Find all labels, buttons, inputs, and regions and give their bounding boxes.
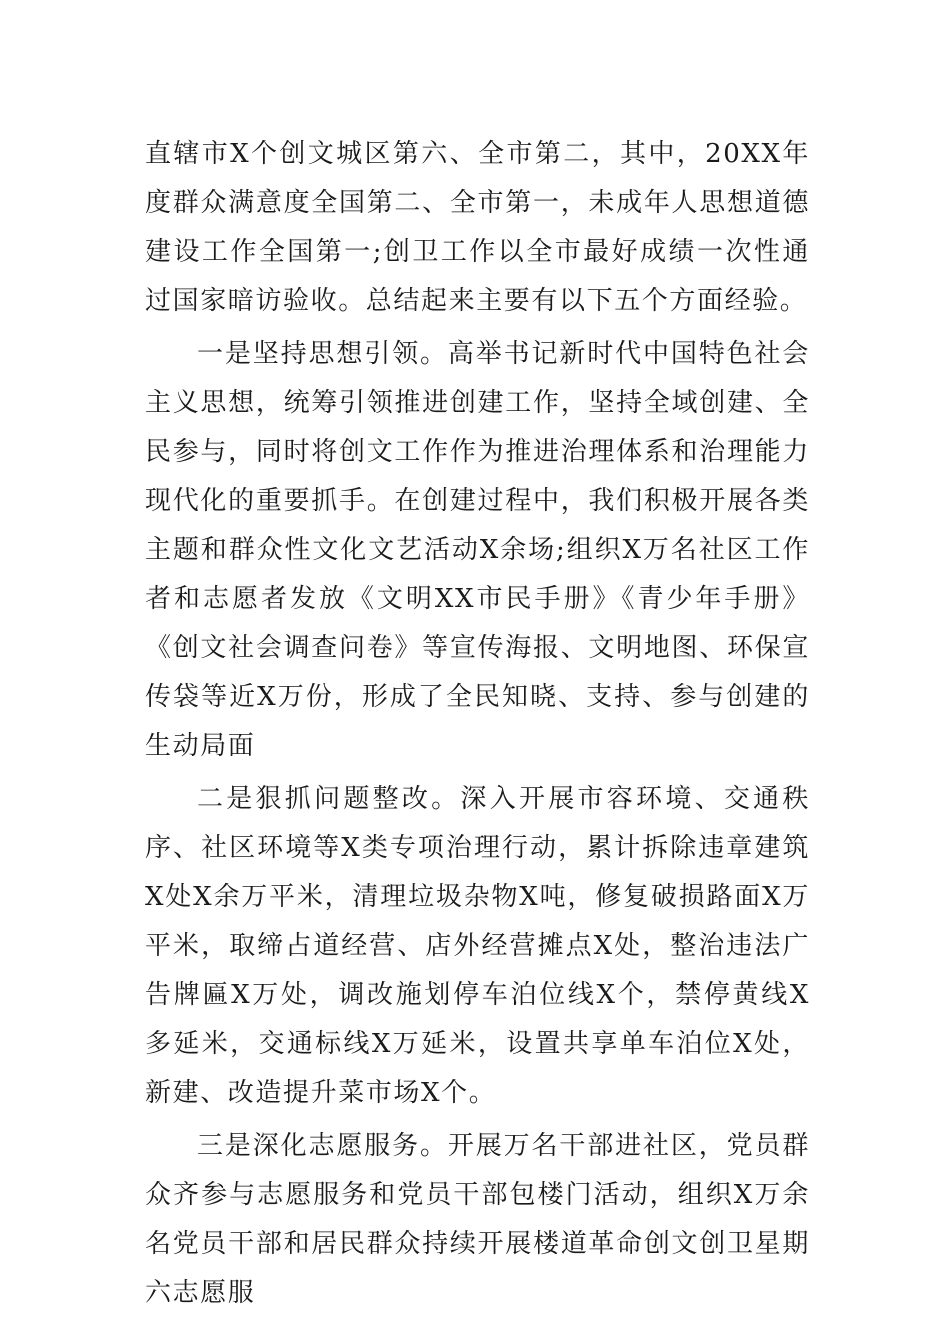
paragraph-4: 三是深化志愿服务。开展万名干部进社区，党员群众齐参与志愿服务和党员干部包楼门活动，组织X万余名党员干部和居民群众持续开展楼道革命创文创卫星期六志愿服	[145, 1131, 810, 1308]
document-body	[145, 130, 810, 1318]
paragraph-2: 一是坚持思想引领。高举书记新时代中国特色社会主义思想，统筹引领推进创建工作，坚持全域创建、全民参与，同时将创文工作作为推进治理体系和治理能力现代化的重要抓手。在创建过程中，我们积极开展各类主题和群众性文化文艺活动X余场;组织X万名社区工作者和志愿者发放《文明XX市民手册》《青少年手册》《创文社会调查问卷》等宣传海报、文明地图、环保宣传袋等近X万份，形成了全民知晓、支持、参与创建的生动局面	[145, 339, 810, 761]
paragraph-3: 二是狠抓问题整改。深入开展市容环境、交通秩序、社区环境等X类专项治理行动，累计拆除违章建筑X处X余万平米，清理垃圾杂物X吨，修复破损路面X万平米，取缔占道经营、店外经营摊点X处，整治违法广告牌匾X万处，调改施划停车泊位线X个，禁停黄线X多延米，交通标线X万延米，设置共享单车泊位X处，新建、改造提升菜市场X个。	[145, 784, 810, 1108]
paragraph-1: 直辖市X个创文城区第六、全市第二，其中，20XX年度群众满意度全国第二、全市第一，未成年人思想道德建设工作全国第一;创卫工作以全市最好成绩一次性通过国家暗访验收。总结起来主要有以下五个方面经验。	[145, 139, 810, 316]
